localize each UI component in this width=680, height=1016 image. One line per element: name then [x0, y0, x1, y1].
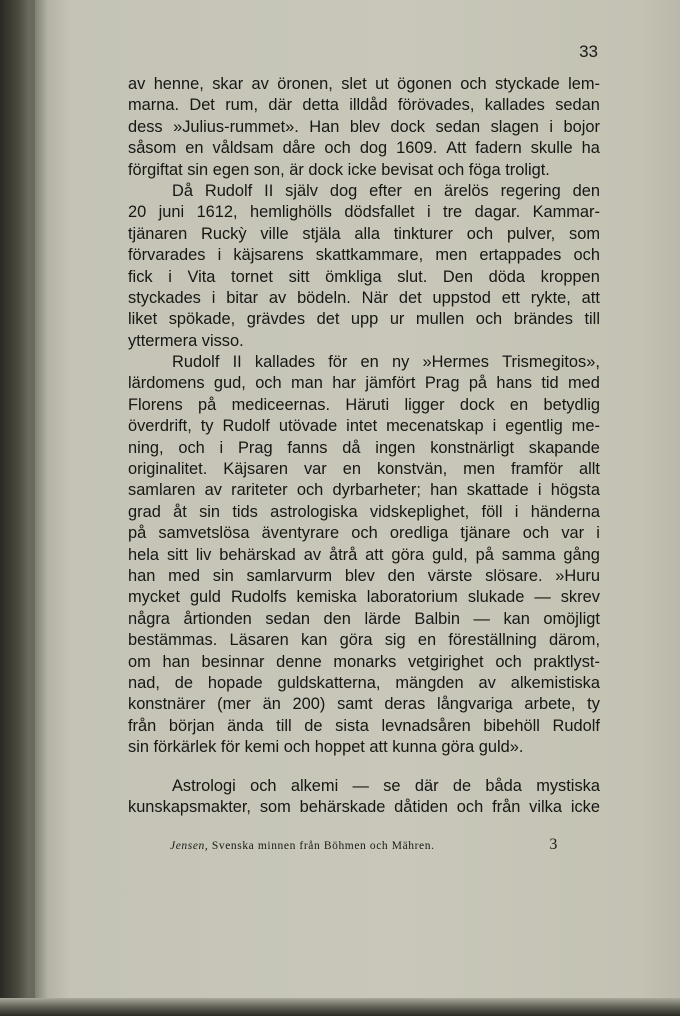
text-line: hela sitt liv behärskad av åtrå att göra guld, på samma gång [128, 545, 600, 564]
page-number: 33 [579, 42, 598, 61]
signature-mark: 3 [549, 836, 558, 853]
text-line: förvarades i käjsarens skattkammare, men ertappades och [128, 246, 600, 265]
text-line: fick i Vita tornet sitt ömkliga slut. Den döda kroppen [128, 267, 600, 286]
text-line: samlaren av rariteter och dyrbarheter; han skattade i högsta [128, 481, 600, 500]
text-line: på samvetslösa äventyrare och oredliga tjänare och var i [128, 524, 600, 543]
body-text [128, 74, 600, 818]
text-line: Astrologi och alkemi — se där de båda mystiska [172, 776, 600, 795]
page-footer [170, 836, 570, 854]
footer-title: Svenska minnen från Böhmen och Mähren. [211, 840, 435, 852]
text-line: liket spökade, grävdes det upp ur mullen och brändes till [128, 310, 600, 329]
text-line: dess »Julius-rummet». Han blev dock sedan slagen i bojor [128, 117, 600, 136]
text-line: om han besinnar denne monarks vetgirighet och praktlyst- [128, 652, 600, 671]
text-line: nad, de hopade guldskatterna, mängden av alkemistiska [128, 673, 600, 692]
text-line: ning, och i Prag fanns då ingen konstnärligt skapande [128, 438, 600, 457]
text-line: förgiftat sin egen son, är dock icke bevisat och föga troligt. [128, 160, 550, 179]
text-line: såsom en våldsam dåre och dog 1609. Att fadern skulle ha [128, 139, 600, 158]
footer-author: Jensen, [170, 840, 209, 852]
text-line: från början ända till de sista levnadsåren bibehöll Rudolf [128, 716, 600, 735]
text-line: sin förkärlek för kemi och hoppet att kunna göra guld». [128, 738, 524, 757]
text-line: styckades i bitar av bödeln. När det uppstod ett rykte, att [128, 288, 600, 307]
page-bottom-edge [0, 998, 680, 1016]
text-line: några årtionden sedan den lärde Balbin — kan omöjligt [128, 609, 600, 628]
text-line: grad åt sin tids astrologiska vidskeplighet, föll i händerna [128, 502, 600, 521]
text-line: Rudolf II kallades för en ny »Hermes Trismegitos», [172, 353, 600, 372]
text-line: yttermera visso. [128, 331, 244, 350]
text-line: av henne, skar av öronen, slet ut ögonen och styckade lem- [128, 75, 600, 93]
paragraph-gap [128, 759, 600, 776]
book-spine-shadow [30, 0, 35, 1016]
text-line: 20 juni 1612, hemlighölls dödsfallet i tre dagar. Kammar- [128, 203, 600, 222]
text-line: originalitet. Käjsaren var en konstvän, men framför allt [128, 460, 600, 479]
text-line: Då Rudolf II själv dog efter en ärelös regering den [172, 181, 600, 200]
text-line: lärdomens gud, och man har jämfört Prag på hans tid med [128, 374, 600, 393]
text-line: marna. Det rum, där detta illdåd förövades, kallades sedan [128, 96, 600, 115]
text-line: han med sin samlarvurm blev den värste slösare. »Huru [128, 566, 600, 585]
text-line: tjänaren Ruckỳ ville stjäla alla tinkturer och pulver, som [128, 224, 600, 243]
text-line: bestämmas. Läsaren kan göra sig en föreställning därom, [128, 631, 600, 650]
text-line: Florens på mediceernas. Häruti ligger dock en betydlig [128, 395, 600, 414]
text-line: konstnärer (mer än 200) samt deras långvariga arbete, ty [128, 695, 600, 714]
text-line: överdrift, ty Rudolf utövade intet mecenatskap i egentlig me- [128, 417, 600, 436]
text-line: kunskapsmakter, som behärskade dåtiden och från vilka icke [128, 797, 600, 816]
text-line: mycket guld Rudolfs kemiska laboratorium slukade — skrev [128, 588, 600, 607]
